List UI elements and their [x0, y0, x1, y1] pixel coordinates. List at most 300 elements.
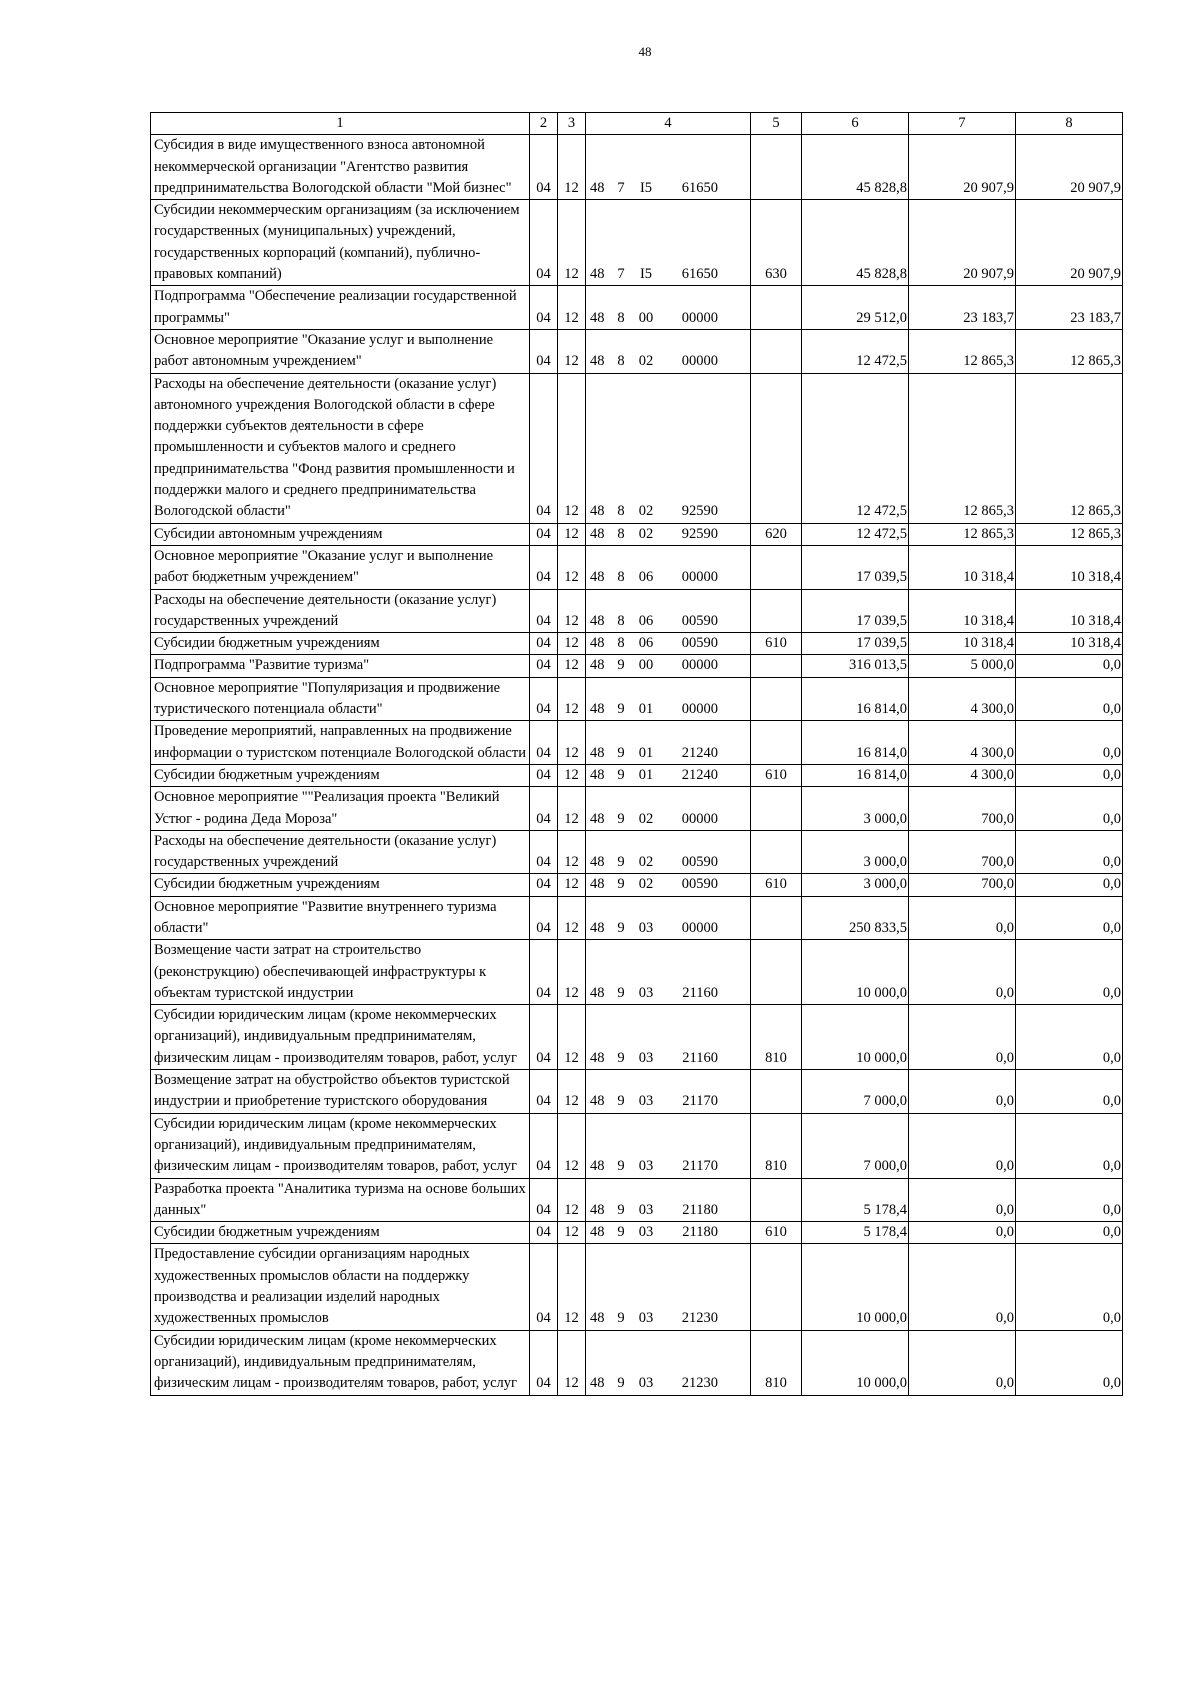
row-amount-year-1: 12 472,5 [802, 329, 909, 373]
target-direction-code: 00590 [681, 612, 718, 629]
table-row [151, 135, 1123, 200]
row-amount-year-3: 10 318,4 [1016, 633, 1123, 655]
target-program-code: 48 [590, 1375, 605, 1392]
row-name: Субсидии некоммерческим организациям (за исключением государственных (муниципальных) учреждений, государственных корпораций (компаний), публично-правовых компаний) [151, 200, 530, 286]
row-subsection-code: 12 [558, 896, 586, 940]
target-direction-code: 21170 [682, 1158, 718, 1175]
target-subprogram-code: 9 [617, 1049, 625, 1066]
target-subprogram-code: 9 [617, 984, 625, 1001]
target-subprogram-code: 8 [617, 353, 625, 370]
row-expense-type [751, 1244, 802, 1330]
target-direction-code: 00000 [681, 919, 718, 936]
table-row [151, 1244, 1123, 1330]
row-amount-year-3: 0,0 [1016, 1222, 1123, 1244]
row-amount-year-1: 12 472,5 [802, 373, 909, 523]
row-section-code: 04 [530, 589, 558, 633]
target-subprogram-code: 9 [617, 854, 625, 871]
row-section-code: 04 [530, 1244, 558, 1330]
target-program-code: 48 [590, 919, 605, 936]
target-program-code: 48 [590, 635, 605, 652]
row-expense-type [751, 286, 802, 330]
row-amount-year-1: 12 472,5 [802, 523, 909, 545]
target-event-code: 02 [638, 353, 654, 370]
row-amount-year-3: 0,0 [1016, 830, 1123, 874]
row-section-code: 04 [530, 329, 558, 373]
row-subsection-code: 12 [558, 940, 586, 1005]
row-amount-year-2: 0,0 [909, 1222, 1016, 1244]
row-expense-type: 610 [751, 1222, 802, 1244]
target-subprogram-code: 9 [617, 657, 625, 674]
row-section-code: 04 [530, 896, 558, 940]
row-amount-year-2: 0,0 [909, 1070, 1016, 1114]
table-row [151, 589, 1123, 633]
target-event-code: 03 [638, 1049, 654, 1066]
target-event-code: 03 [638, 1201, 654, 1218]
table-row [151, 523, 1123, 545]
target-event-code: 03 [638, 1158, 654, 1175]
target-program-code: 48 [590, 744, 605, 761]
table-row [151, 633, 1123, 655]
row-name: Расходы на обеспечение деятельности (оказание услуг) автономного учреждения Вологодской области в сфере поддержки субъектов деятельности в сфере промышленности и субъектов малого и среднего предпринимательства "Фонд развития промышленности и поддержки малого и среднего предпринимательства Вологодской области" [151, 373, 530, 523]
row-target-article [586, 373, 751, 523]
row-expense-type [751, 655, 802, 677]
target-event-code: 02 [638, 525, 654, 542]
row-name: Субсидии юридическим лицам (кроме некоммерческих организаций), индивидуальным предпринимателям, физическим лицам - производителям товаров, работ, услуг [151, 1005, 530, 1070]
row-name: Субсидии юридическим лицам (кроме некоммерческих организаций), индивидуальным предпринимателям, физическим лицам - производителям товаров, работ, услуг [151, 1113, 530, 1178]
target-event-code: 02 [638, 854, 654, 871]
row-expense-type [751, 896, 802, 940]
row-section-code: 04 [530, 545, 558, 589]
row-target-article [586, 830, 751, 874]
target-direction-code: 21240 [681, 744, 718, 761]
row-amount-year-3: 0,0 [1016, 787, 1123, 831]
header-cell-5: 5 [751, 113, 802, 135]
row-section-code: 04 [530, 874, 558, 896]
table-row [151, 940, 1123, 1005]
table-row [151, 655, 1123, 677]
target-event-code: 00 [638, 657, 654, 674]
row-amount-year-1: 29 512,0 [802, 286, 909, 330]
target-program-code: 48 [590, 569, 605, 586]
row-section-code: 04 [530, 200, 558, 286]
header-row [151, 113, 1123, 135]
row-name: Субсидии бюджетным учреждениям [151, 633, 530, 655]
row-amount-year-3: 0,0 [1016, 677, 1123, 721]
row-amount-year-2: 12 865,3 [909, 373, 1016, 523]
target-subprogram-code: 9 [617, 744, 625, 761]
row-amount-year-1: 17 039,5 [802, 589, 909, 633]
row-amount-year-2: 10 318,4 [909, 633, 1016, 655]
target-direction-code: 21240 [681, 766, 718, 783]
table-row [151, 764, 1123, 786]
row-target-article [586, 545, 751, 589]
target-subprogram-code: 7 [617, 266, 625, 283]
target-direction-code: 92590 [681, 525, 718, 542]
target-event-code: 01 [638, 744, 654, 761]
row-subsection-code: 12 [558, 787, 586, 831]
row-amount-year-2: 10 318,4 [909, 589, 1016, 633]
row-amount-year-3: 20 907,9 [1016, 135, 1123, 200]
target-event-code: 06 [638, 635, 654, 652]
target-subprogram-code: 9 [617, 810, 625, 827]
row-amount-year-1: 7 000,0 [802, 1113, 909, 1178]
table-row [151, 1070, 1123, 1114]
row-target-article [586, 764, 751, 786]
row-amount-year-3: 0,0 [1016, 1330, 1123, 1395]
row-amount-year-1: 17 039,5 [802, 545, 909, 589]
budget-table [150, 112, 1123, 1396]
row-subsection-code: 12 [558, 633, 586, 655]
row-target-article [586, 633, 751, 655]
row-amount-year-1: 5 178,4 [802, 1222, 909, 1244]
row-name: Субсидии автономным учреждениям [151, 523, 530, 545]
row-name: Субсидии бюджетным учреждениям [151, 874, 530, 896]
row-amount-year-2: 700,0 [909, 830, 1016, 874]
target-subprogram-code: 9 [617, 919, 625, 936]
target-subprogram-code: 8 [617, 612, 625, 629]
row-name: Основное мероприятие "Популяризация и продвижение туристического потенциала области" [151, 677, 530, 721]
row-amount-year-3: 10 318,4 [1016, 589, 1123, 633]
target-program-code: 48 [590, 1158, 605, 1175]
row-amount-year-3: 12 865,3 [1016, 373, 1123, 523]
target-event-code: 03 [638, 1310, 654, 1327]
target-program-code: 48 [590, 876, 605, 893]
row-section-code: 04 [530, 940, 558, 1005]
row-amount-year-2: 4 300,0 [909, 677, 1016, 721]
table-row [151, 373, 1123, 523]
row-name: Основное мероприятие "Развитие внутреннего туризма области" [151, 896, 530, 940]
target-program-code: 48 [590, 854, 605, 871]
target-event-code: 03 [638, 1375, 654, 1392]
row-target-article [586, 655, 751, 677]
table-row [151, 896, 1123, 940]
target-subprogram-code: 9 [617, 701, 625, 718]
row-amount-year-1: 3 000,0 [802, 874, 909, 896]
header-cell-7: 7 [909, 113, 1016, 135]
row-name: Расходы на обеспечение деятельности (оказание услуг) государственных учреждений [151, 589, 530, 633]
row-name: Субсидии бюджетным учреждениям [151, 1222, 530, 1244]
row-amount-year-2: 700,0 [909, 874, 1016, 896]
table-row [151, 1005, 1123, 1070]
row-expense-type: 610 [751, 764, 802, 786]
row-amount-year-1: 45 828,8 [802, 200, 909, 286]
row-amount-year-1: 10 000,0 [802, 940, 909, 1005]
row-name: Разработка проекта "Аналитика туризма на основе больших данных" [151, 1178, 530, 1222]
row-section-code: 04 [530, 721, 558, 765]
row-section-code: 04 [530, 373, 558, 523]
row-amount-year-2: 4 300,0 [909, 721, 1016, 765]
row-subsection-code: 12 [558, 1113, 586, 1178]
row-amount-year-3: 10 318,4 [1016, 545, 1123, 589]
row-subsection-code: 12 [558, 764, 586, 786]
row-target-article [586, 721, 751, 765]
row-amount-year-3: 0,0 [1016, 1178, 1123, 1222]
row-subsection-code: 12 [558, 545, 586, 589]
row-amount-year-3: 0,0 [1016, 1005, 1123, 1070]
target-program-code: 48 [590, 525, 605, 542]
target-subprogram-code: 8 [617, 503, 625, 520]
row-amount-year-3: 0,0 [1016, 1244, 1123, 1330]
target-subprogram-code: 8 [617, 635, 625, 652]
row-expense-type [751, 1070, 802, 1114]
target-event-code: 01 [638, 766, 654, 783]
row-amount-year-1: 5 178,4 [802, 1178, 909, 1222]
row-expense-type [751, 135, 802, 200]
row-amount-year-2: 20 907,9 [909, 200, 1016, 286]
target-program-code: 48 [590, 1310, 605, 1327]
row-target-article [586, 1178, 751, 1222]
row-subsection-code: 12 [558, 523, 586, 545]
target-direction-code: 00000 [681, 701, 718, 718]
row-section-code: 04 [530, 1005, 558, 1070]
row-amount-year-3: 20 907,9 [1016, 200, 1123, 286]
target-program-code: 48 [590, 810, 605, 827]
header-cell-2: 2 [530, 113, 558, 135]
row-amount-year-1: 17 039,5 [802, 633, 909, 655]
target-event-code: 03 [638, 1224, 654, 1241]
row-expense-type [751, 677, 802, 721]
target-program-code: 48 [590, 1049, 605, 1066]
row-section-code: 04 [530, 633, 558, 655]
row-amount-year-3: 0,0 [1016, 721, 1123, 765]
row-amount-year-3: 0,0 [1016, 1113, 1123, 1178]
target-program-code: 48 [590, 309, 605, 326]
header-cell-6: 6 [802, 113, 909, 135]
table-row [151, 1330, 1123, 1395]
row-section-code: 04 [530, 1070, 558, 1114]
row-expense-type [751, 1178, 802, 1222]
target-direction-code: 00590 [681, 876, 718, 893]
row-amount-year-2: 20 907,9 [909, 135, 1016, 200]
row-amount-year-2: 0,0 [909, 1244, 1016, 1330]
target-event-code: 00 [638, 309, 654, 326]
row-amount-year-1: 10 000,0 [802, 1244, 909, 1330]
table-row [151, 286, 1123, 330]
row-subsection-code: 12 [558, 286, 586, 330]
target-direction-code: 00000 [681, 657, 718, 674]
row-subsection-code: 12 [558, 1178, 586, 1222]
row-expense-type: 810 [751, 1005, 802, 1070]
row-target-article [586, 589, 751, 633]
target-event-code: 01 [638, 701, 654, 718]
table-row [151, 721, 1123, 765]
row-section-code: 04 [530, 830, 558, 874]
target-direction-code: 00000 [681, 810, 718, 827]
row-amount-year-1: 16 814,0 [802, 764, 909, 786]
row-amount-year-2: 23 183,7 [909, 286, 1016, 330]
target-subprogram-code: 9 [617, 876, 625, 893]
row-expense-type: 630 [751, 200, 802, 286]
row-amount-year-1: 10 000,0 [802, 1005, 909, 1070]
row-target-article [586, 523, 751, 545]
row-target-article [586, 940, 751, 1005]
row-amount-year-2: 4 300,0 [909, 764, 1016, 786]
table-row [151, 830, 1123, 874]
target-subprogram-code: 8 [617, 525, 625, 542]
target-program-code: 48 [590, 1201, 605, 1218]
row-name: Подпрограмма "Обеспечение реализации государственной программы" [151, 286, 530, 330]
row-section-code: 04 [530, 286, 558, 330]
row-expense-type: 620 [751, 523, 802, 545]
row-name: Предоставление субсидии организациям народных художественных промыслов области на поддержку производства и реализации изделий народных художественных промыслов [151, 1244, 530, 1330]
target-subprogram-code: 9 [617, 1093, 625, 1110]
row-name: Субсидия в виде имущественного взноса автономной некоммерческой организации "Агентство развития предпринимательства Вологодской области "Мой бизнес" [151, 135, 530, 200]
table-body [151, 113, 1123, 1396]
row-expense-type [751, 830, 802, 874]
row-expense-type [751, 940, 802, 1005]
row-subsection-code: 12 [558, 373, 586, 523]
target-direction-code: 21170 [682, 1093, 718, 1110]
row-amount-year-3: 0,0 [1016, 655, 1123, 677]
row-name: Основное мероприятие ""Реализация проекта "Великий Устюг - родина Деда Мороза" [151, 787, 530, 831]
table-row [151, 545, 1123, 589]
row-expense-type [751, 545, 802, 589]
row-name: Субсидии бюджетным учреждениям [151, 764, 530, 786]
row-expense-type [751, 787, 802, 831]
row-name: Расходы на обеспечение деятельности (оказание услуг) государственных учреждений [151, 830, 530, 874]
row-section-code: 04 [530, 135, 558, 200]
table-row [151, 1113, 1123, 1178]
target-program-code: 48 [590, 657, 605, 674]
table-row [151, 874, 1123, 896]
row-amount-year-3: 0,0 [1016, 764, 1123, 786]
row-section-code: 04 [530, 787, 558, 831]
target-event-code: 06 [638, 569, 654, 586]
target-event-code: 03 [638, 919, 654, 936]
row-expense-type: 610 [751, 633, 802, 655]
row-target-article [586, 874, 751, 896]
row-subsection-code: 12 [558, 589, 586, 633]
target-event-code: I5 [639, 266, 653, 283]
row-section-code: 04 [530, 764, 558, 786]
row-expense-type [751, 329, 802, 373]
target-subprogram-code: 8 [617, 309, 625, 326]
target-direction-code: 00590 [681, 854, 718, 871]
row-expense-type [751, 373, 802, 523]
target-program-code: 48 [590, 612, 605, 629]
target-subprogram-code: 9 [617, 1310, 625, 1327]
row-subsection-code: 12 [558, 135, 586, 200]
row-subsection-code: 12 [558, 1005, 586, 1070]
target-event-code: 06 [638, 612, 654, 629]
target-direction-code: 00590 [681, 635, 718, 652]
target-subprogram-code: 8 [617, 569, 625, 586]
row-amount-year-2: 0,0 [909, 1330, 1016, 1395]
row-subsection-code: 12 [558, 655, 586, 677]
row-name: Подпрограмма "Развитие туризма" [151, 655, 530, 677]
table-row [151, 200, 1123, 286]
page-number: 48 [638, 44, 652, 59]
row-expense-type [751, 589, 802, 633]
target-event-code: 02 [638, 810, 654, 827]
row-subsection-code: 12 [558, 1222, 586, 1244]
target-event-code: I5 [639, 179, 653, 196]
row-amount-year-3: 12 865,3 [1016, 523, 1123, 545]
table-row [151, 1178, 1123, 1222]
row-amount-year-3: 0,0 [1016, 896, 1123, 940]
row-subsection-code: 12 [558, 329, 586, 373]
row-amount-year-2: 12 865,3 [909, 329, 1016, 373]
target-direction-code: 00000 [681, 309, 718, 326]
row-target-article [586, 1113, 751, 1178]
row-section-code: 04 [530, 1178, 558, 1222]
target-subprogram-code: 9 [617, 766, 625, 783]
row-target-article [586, 1070, 751, 1114]
row-section-code: 04 [530, 1330, 558, 1395]
row-amount-year-2: 700,0 [909, 787, 1016, 831]
row-amount-year-2: 0,0 [909, 1005, 1016, 1070]
target-event-code: 03 [638, 984, 654, 1001]
row-target-article [586, 1330, 751, 1395]
target-event-code: 02 [638, 876, 654, 893]
row-amount-year-1: 45 828,8 [802, 135, 909, 200]
row-amount-year-3: 23 183,7 [1016, 286, 1123, 330]
target-program-code: 48 [590, 179, 605, 196]
target-direction-code: 61650 [681, 179, 718, 196]
row-name: Основное мероприятие "Оказание услуг и выполнение работ автономным учреждением" [151, 329, 530, 373]
target-program-code: 48 [590, 353, 605, 370]
row-subsection-code: 12 [558, 1330, 586, 1395]
table-row [151, 787, 1123, 831]
header-cell-4: 4 [586, 113, 751, 135]
target-program-code: 48 [590, 766, 605, 783]
row-amount-year-1: 316 013,5 [802, 655, 909, 677]
target-program-code: 48 [590, 1093, 605, 1110]
row-amount-year-3: 0,0 [1016, 1070, 1123, 1114]
target-program-code: 48 [590, 1224, 605, 1241]
row-amount-year-2: 0,0 [909, 1178, 1016, 1222]
target-direction-code: 21230 [681, 1375, 718, 1392]
row-amount-year-3: 0,0 [1016, 940, 1123, 1005]
header-cell-3: 3 [558, 113, 586, 135]
row-amount-year-2: 0,0 [909, 1113, 1016, 1178]
table-row [151, 329, 1123, 373]
row-subsection-code: 12 [558, 830, 586, 874]
target-event-code: 02 [638, 503, 654, 520]
table-row [151, 1222, 1123, 1244]
row-subsection-code: 12 [558, 200, 586, 286]
row-name: Возмещение затрат на обустройство объектов туристской индустрии и приобретение туристского оборудования [151, 1070, 530, 1114]
row-subsection-code: 12 [558, 1070, 586, 1114]
target-subprogram-code: 9 [617, 1224, 625, 1241]
target-direction-code: 61650 [681, 266, 718, 283]
row-target-article [586, 677, 751, 721]
row-amount-year-2: 0,0 [909, 896, 1016, 940]
row-amount-year-1: 3 000,0 [802, 787, 909, 831]
target-subprogram-code: 7 [617, 179, 625, 196]
row-target-article [586, 329, 751, 373]
row-amount-year-1: 10 000,0 [802, 1330, 909, 1395]
row-target-article [586, 1005, 751, 1070]
row-section-code: 04 [530, 655, 558, 677]
row-amount-year-2: 0,0 [909, 940, 1016, 1005]
row-name: Основное мероприятие "Оказание услуг и выполнение работ бюджетным учреждением" [151, 545, 530, 589]
target-direction-code: 00000 [681, 569, 718, 586]
row-target-article [586, 286, 751, 330]
row-expense-type [751, 721, 802, 765]
row-amount-year-1: 250 833,5 [802, 896, 909, 940]
row-name: Субсидии юридическим лицам (кроме некоммерческих организаций), индивидуальным предпринимателям, физическим лицам - производителям товаров, работ, услуг [151, 1330, 530, 1395]
row-amount-year-1: 7 000,0 [802, 1070, 909, 1114]
row-target-article [586, 1222, 751, 1244]
row-amount-year-3: 0,0 [1016, 874, 1123, 896]
target-direction-code: 21180 [682, 1201, 718, 1218]
target-program-code: 48 [590, 503, 605, 520]
row-expense-type: 810 [751, 1330, 802, 1395]
header-cell-8: 8 [1016, 113, 1123, 135]
target-direction-code: 21180 [682, 1224, 718, 1241]
row-target-article [586, 787, 751, 831]
